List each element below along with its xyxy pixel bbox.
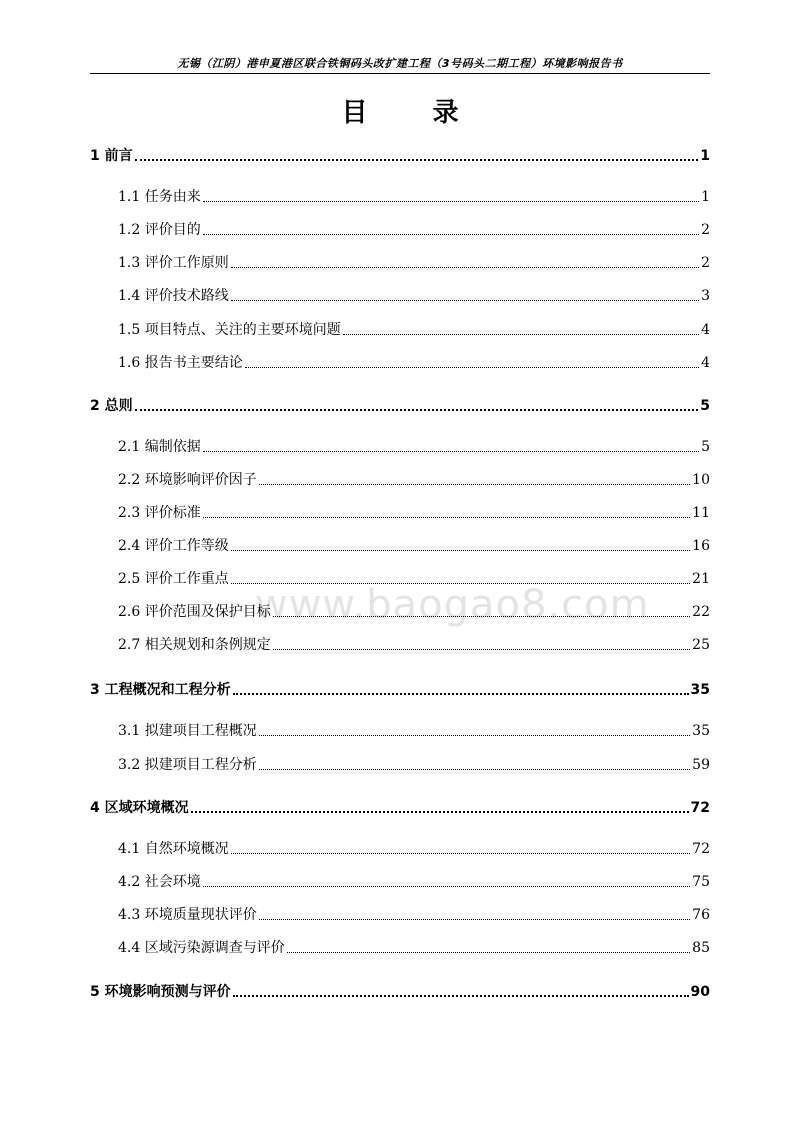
toc-chapter-entry[interactable]: [90, 681, 710, 699]
toc-section-entry[interactable]: [118, 254, 710, 272]
toc-entry-label: 4 区域环境概况: [90, 800, 189, 816]
toc-page-number: 11: [692, 505, 710, 521]
toc-leader-dots: [259, 918, 690, 920]
toc-section-entry[interactable]: [118, 537, 710, 555]
toc-leader-dots: [245, 366, 699, 368]
toc-leader-dots: [191, 810, 689, 813]
toc-section-entry[interactable]: [118, 188, 710, 206]
toc-entry-label: 2.5 评价工作重点: [118, 571, 229, 587]
toc-leader-dots: [259, 483, 690, 485]
watermark: www.baogao8.com: [255, 582, 650, 628]
toc-section-entry[interactable]: [118, 438, 710, 456]
toc-page-number: 76: [692, 907, 710, 923]
toc-leader-dots: [273, 648, 690, 650]
toc-section-entry[interactable]: [118, 636, 710, 654]
toc-leader-dots: [203, 516, 690, 518]
toc-page-number: 21: [692, 571, 710, 587]
toc-leader-dots: [231, 549, 690, 551]
toc-page-number: 10: [692, 472, 710, 488]
toc-entry-label: 2.4 评价工作等级: [118, 538, 229, 554]
toc-entry-label: 3.1 拟建项目工程概况: [118, 723, 257, 739]
toc-page-number: 35: [690, 682, 710, 698]
toc-entry-label: 2.3 评价标准: [118, 505, 201, 521]
toc-entry-label: 1.4 评价技术路线: [118, 288, 229, 304]
page-title: 目 录: [341, 98, 487, 128]
toc-leader-dots: [203, 233, 699, 235]
toc-page-number: 3: [701, 288, 710, 304]
toc-section-entry[interactable]: [118, 756, 710, 774]
toc-page-number: 72: [692, 841, 710, 857]
toc-leader-dots: [231, 299, 699, 301]
toc-entry-label: 2.2 环境影响评价因子: [118, 472, 257, 488]
toc-leader-dots: [231, 266, 699, 268]
toc-page-number: 85: [692, 940, 710, 956]
toc-leader-dots: [233, 994, 689, 997]
toc-entry-label: 4.2 社会环境: [118, 874, 201, 890]
toc-section-entry[interactable]: [118, 504, 710, 522]
toc-leader-dots: [231, 852, 690, 854]
toc-leader-dots: [287, 951, 690, 953]
toc-chapter-entry[interactable]: [90, 983, 710, 1001]
toc-entry-label: 4.3 环境质量现状评价: [118, 907, 257, 923]
toc-section-entry[interactable]: [118, 603, 710, 621]
toc-page-number: 5: [701, 439, 710, 455]
toc-leader-dots: [273, 615, 690, 617]
toc-leader-dots: [259, 768, 690, 770]
toc-page-number: 72: [690, 800, 710, 816]
toc-page-number: 5: [700, 398, 710, 414]
toc-entry-label: 2.1 编制依据: [118, 439, 201, 455]
toc-entry-label: 2 总则: [90, 398, 133, 414]
toc-section-entry[interactable]: [118, 570, 710, 588]
toc-page-number: 35: [692, 723, 710, 739]
toc-entry-label: 1 前言: [90, 148, 133, 164]
toc-entry-label: 2.6 评价范围及保护目标: [118, 604, 271, 620]
toc-entry-label: 1.2 评价目的: [118, 222, 201, 238]
toc-section-entry[interactable]: [118, 840, 710, 858]
toc-page-number: 1: [701, 189, 710, 205]
toc-section-entry[interactable]: [118, 354, 710, 372]
toc-entry-label: 4.4 区域污染源调查与评价: [118, 940, 285, 956]
toc-entry-label: 1.1 任务由来: [118, 189, 201, 205]
toc-page-number: 75: [692, 874, 710, 890]
toc-leader-dots: [259, 734, 690, 736]
toc-page-number: 2: [701, 255, 710, 271]
toc-chapter-entry[interactable]: [90, 799, 710, 817]
toc-entry-label: 1.6 报告书主要结论: [118, 355, 243, 371]
toc-page-number: 16: [692, 538, 710, 554]
toc-leader-dots: [343, 333, 699, 335]
toc-chapter-entry[interactable]: [90, 147, 710, 165]
toc-page-number: 25: [692, 637, 710, 653]
toc-section-entry[interactable]: [118, 873, 710, 891]
toc-leader-dots: [135, 408, 699, 411]
toc-entry-label: 3 工程概况和工程分析: [90, 682, 231, 698]
toc-leader-dots: [231, 582, 690, 584]
toc-leader-dots: [203, 200, 699, 202]
toc-section-entry[interactable]: [118, 321, 710, 339]
toc-entry-label: 2.7 相关规划和条例规定: [118, 637, 271, 653]
toc-entry-label: 3.2 拟建项目工程分析: [118, 757, 257, 773]
toc-page-number: 1: [700, 148, 710, 164]
toc-page-number: 90: [690, 984, 710, 1000]
toc-page-number: 2: [701, 222, 710, 238]
toc-page-number: 22: [692, 604, 710, 620]
toc-section-entry[interactable]: [118, 722, 710, 740]
toc-page-number: 4: [701, 355, 710, 371]
toc-section-entry[interactable]: [118, 471, 710, 489]
running-header: 无锡（江阴）港申夏港区联合铁铜码头改扩建工程（3号码头二期工程）环境影响报告书: [177, 57, 623, 70]
toc-entry-label: 1.5 项目特点、关注的主要环境问题: [118, 322, 341, 338]
toc-leader-dots: [203, 450, 699, 452]
toc-entry-label: 5 环境影响预测与评价: [90, 984, 231, 1000]
toc-section-entry[interactable]: [118, 939, 710, 957]
toc-leader-dots: [203, 885, 690, 887]
toc-entry-label: 1.3 评价工作原则: [118, 255, 229, 271]
toc-section-entry[interactable]: [118, 906, 710, 924]
toc-page-number: 4: [701, 322, 710, 338]
toc-leader-dots: [233, 692, 689, 695]
toc-leader-dots: [135, 158, 699, 161]
toc-section-entry[interactable]: [118, 221, 710, 239]
toc-page-number: 59: [692, 757, 710, 773]
toc-entry-label: 4.1 自然环境概况: [118, 841, 229, 857]
toc-section-entry[interactable]: [118, 287, 710, 305]
toc-chapter-entry[interactable]: [90, 397, 710, 415]
